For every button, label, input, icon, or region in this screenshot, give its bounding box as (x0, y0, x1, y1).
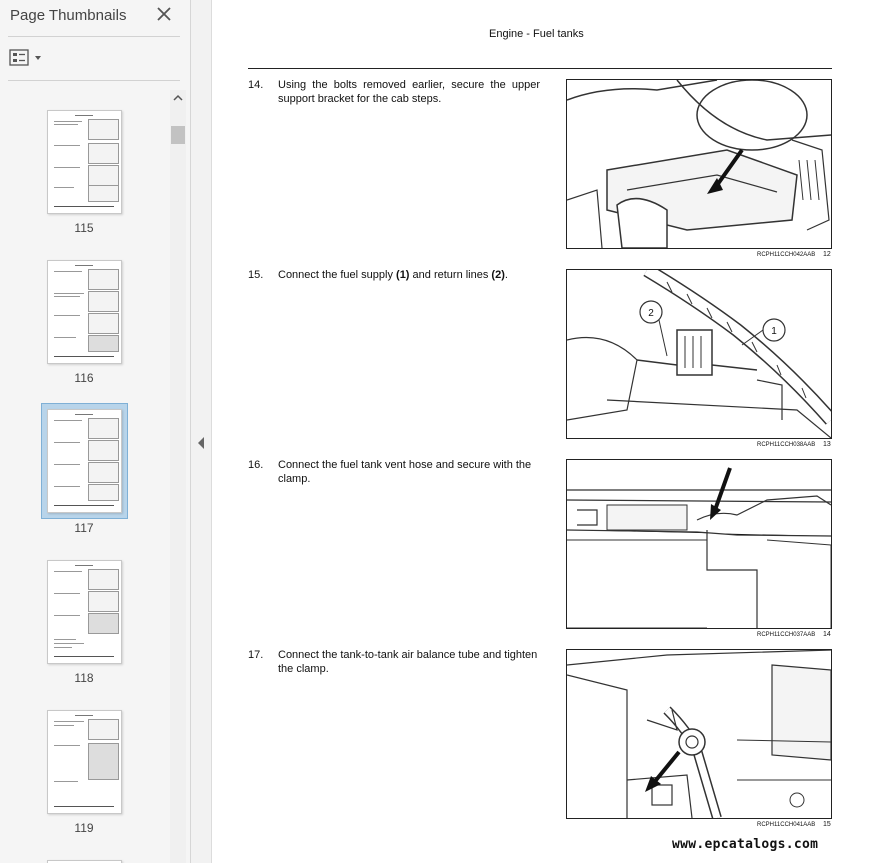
page-number-label: 116 (74, 371, 94, 385)
figure-code: RCPH11CCH037AAB (757, 632, 816, 638)
close-icon[interactable] (155, 5, 173, 23)
page-thumbnail-115[interactable] (47, 110, 122, 214)
step-text: Using the bolts removed earlier, secure the upper support bracket for the cab steps. (278, 79, 540, 105)
page-thumbnail-118[interactable] (47, 560, 122, 664)
collapse-panel-icon[interactable] (197, 436, 205, 450)
page-number-label: 119 (74, 821, 94, 835)
figure-14-image (566, 459, 832, 629)
thumbnail-options-button[interactable] (8, 48, 48, 70)
scrollbar-thumb[interactable] (171, 126, 185, 144)
figure-number: 15 (823, 821, 831, 828)
panel-header (0, 0, 190, 36)
callout-1: 1 (771, 326, 777, 337)
page-thumbnails-panel (0, 0, 191, 863)
figure-13-image (566, 269, 832, 439)
callout-2: 2 (648, 308, 654, 319)
figure-15-image (566, 649, 832, 819)
document-page (212, 0, 885, 863)
divider (8, 36, 180, 37)
step-text: Connect the fuel supply (1) and return lines (2). (278, 269, 508, 281)
thumbnail-scrollbar[interactable] (170, 90, 186, 863)
step-number: 16. (248, 459, 264, 471)
step-text: Connect the tank-to-tank air balance tube and tighten the clamp. (278, 649, 538, 675)
step-number: 17. (248, 649, 264, 661)
watermark: www.epcatalogs.com (672, 837, 819, 852)
figure-number: 13 (823, 441, 831, 448)
scroll-up-icon[interactable] (173, 90, 183, 100)
page-thumbnail-119[interactable] (47, 710, 122, 814)
figure-number: 12 (823, 251, 831, 258)
page-number-label: 115 (74, 221, 94, 235)
page-header: Engine - Fuel tanks (489, 28, 584, 40)
figure-number: 14 (823, 631, 831, 638)
page-number-label: 118 (74, 671, 94, 685)
panel-splitter[interactable] (191, 0, 212, 863)
thumbnail-list (0, 90, 170, 863)
step-text: Connect the fuel tank vent hose and secure with the clamp. (278, 459, 532, 485)
page-thumbnail-117[interactable] (47, 409, 122, 513)
figure-12-image (566, 79, 832, 249)
figure-code: RCPH11CCH041AAB (757, 822, 816, 828)
page-thumbnail-116[interactable] (47, 260, 122, 364)
step-number: 15. (248, 269, 264, 281)
figure-code: RCPH11CCH038AAB (757, 442, 816, 448)
figure-code: RCPH11CCH042AAB (757, 252, 816, 258)
step-number: 14. (248, 79, 264, 91)
panel-title: Page Thumbnails (10, 7, 127, 24)
divider (8, 80, 180, 81)
page-number-label: 117 (74, 521, 94, 535)
header-rule (248, 68, 832, 69)
